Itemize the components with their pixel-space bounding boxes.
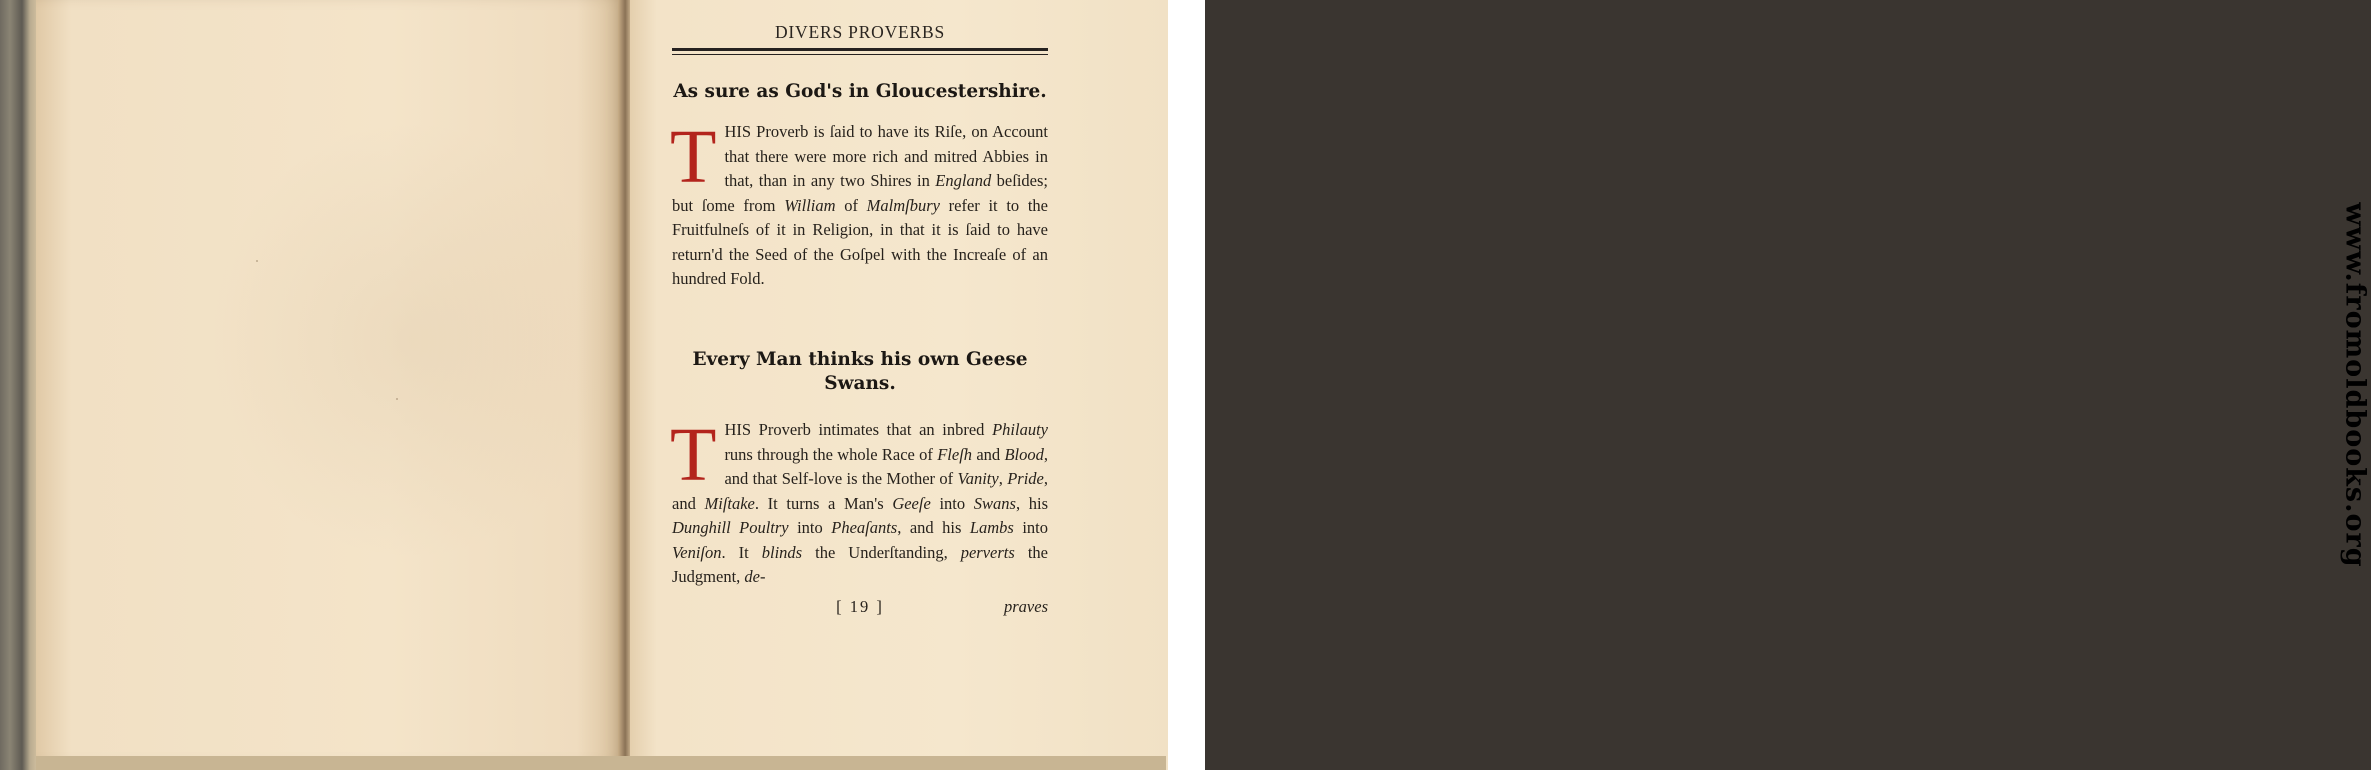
proverb2-text: , and that Self-love is the Mother of bbox=[724, 444, 1049, 488]
proverb2-text: runs through the whole Race of bbox=[724, 444, 938, 464]
proverb2-text-italic: de- bbox=[744, 567, 766, 586]
proverb2-text-italic: Vanity bbox=[957, 469, 999, 488]
proverb2-text: . It bbox=[721, 542, 762, 562]
proverb1-text: HIS Proverb is ſaid to have its Riſe, on Account that there were more rich and mitred Abbies in that, than in any two Shires in bbox=[724, 122, 1048, 190]
proverb1-text: beſides; but ſome from bbox=[672, 171, 1048, 215]
proverb1-text-italic: England bbox=[935, 171, 992, 190]
proverb2-text: HIS Proverb intimates that an inbred bbox=[724, 420, 993, 439]
proverb2-text-italic: perverts bbox=[960, 542, 1015, 562]
page-number: [ 19 ] bbox=[836, 597, 884, 616]
proverb2-title-line2: Swans. bbox=[824, 373, 896, 394]
proverb2-title-line1: Every Man thinks his own Geese bbox=[692, 349, 1028, 370]
proverb2-text-italic: blinds bbox=[761, 542, 803, 562]
proverb2-text-italic: Pheaſants bbox=[831, 518, 898, 537]
proverb2-text-italic: Pride bbox=[1007, 469, 1044, 488]
proverb2-text-italic: Veniſon bbox=[672, 542, 722, 562]
proverb2-text-italic: Philauty bbox=[992, 420, 1048, 439]
paper-speck bbox=[396, 398, 398, 400]
proverb2-text-italic: Blood bbox=[1004, 444, 1044, 464]
proverb2-text-italic: Swans bbox=[973, 493, 1016, 513]
proverb1-text-italic: Malmſbury bbox=[866, 195, 940, 215]
proverb2-text: the Underſtanding, bbox=[802, 542, 961, 562]
proverb2-paragraph bbox=[670, 413, 1049, 590]
proverb2-text: , his bbox=[1015, 493, 1049, 513]
proverb2-text: into bbox=[788, 518, 832, 537]
proverb2-text-italic: Miſtake bbox=[704, 493, 755, 513]
proverb2-text-italic: Lambs bbox=[969, 518, 1014, 537]
proverb1-title: As sure as God's in Gloucestershire. bbox=[673, 81, 1047, 102]
proverb2-text: the Judgment, bbox=[672, 542, 1048, 586]
proverb2-text: . It turns a Man's bbox=[754, 493, 893, 513]
proverb2-text: , and his bbox=[897, 518, 970, 537]
watermark-strip bbox=[1168, 0, 2371, 770]
proverb2-dropcap: T bbox=[670, 413, 717, 497]
proverb1-paragraph bbox=[670, 115, 1048, 292]
left-page-blank bbox=[36, 0, 624, 762]
proverb2-text: into bbox=[1013, 518, 1048, 537]
proverb1-text: of bbox=[835, 195, 867, 215]
proverb2-text: , bbox=[998, 469, 1008, 488]
show-through-shadow bbox=[206, 120, 616, 560]
proverb2-text-italic: Fleſh bbox=[937, 444, 973, 464]
header-rule-thin bbox=[672, 54, 1048, 55]
page-bottom-edge bbox=[36, 756, 1166, 770]
proverb1-dropcap: T bbox=[670, 115, 717, 199]
paper-speck bbox=[256, 260, 258, 262]
proverb1-text-italic: William bbox=[784, 195, 836, 215]
proverb2-text-italic: Geeſe bbox=[892, 493, 931, 513]
proverb2-text: , and bbox=[672, 469, 1048, 513]
proverb2-text-italic: Dunghill Poultry bbox=[672, 518, 789, 537]
header-rule-thick bbox=[672, 48, 1048, 51]
proverb2-text: and bbox=[972, 444, 1005, 464]
catchword: praves bbox=[1004, 597, 1048, 616]
book-cover-edge bbox=[0, 0, 40, 770]
running-head: DIVERS PROVERBS bbox=[774, 22, 946, 42]
watermark-text: www.fromoldbooks.org bbox=[2339, 202, 2371, 568]
proverb2-text: into bbox=[930, 493, 974, 513]
proverb1-text: refer it to the Fruitfulneſs of it in Religion, in that it is ſaid to have return'd the Seed of the Goſpel with the Increaſe of an hundred Fold. bbox=[672, 195, 1048, 288]
